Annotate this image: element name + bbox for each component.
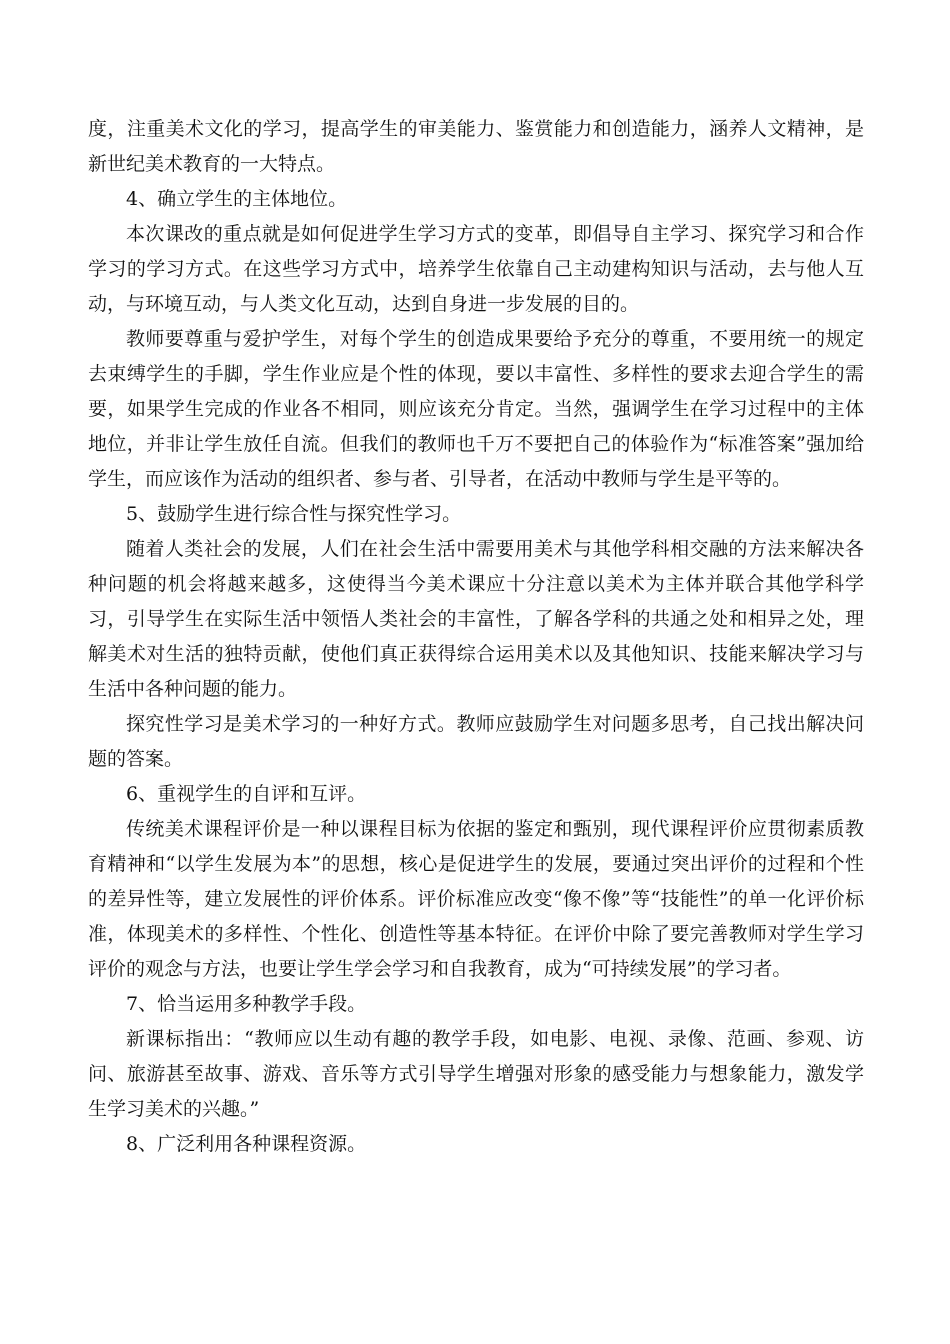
section-heading-6: 6、重视学生的自评和互评。: [126, 783, 367, 805]
document-body: [88, 112, 864, 1162]
section-heading-4: 4、确立学生的主体地位。: [126, 188, 348, 210]
section-heading-5: 5、鼓励学生进行综合性与探究性学习。: [126, 503, 462, 525]
paragraph: 探究性学习是美术学习的一种好方式。教师应鼓励学生对问题多思考，自己找出解决问题的答案。: [88, 713, 864, 770]
section-heading-8: 8、广泛利用各种课程资源。: [126, 1133, 367, 1155]
paragraph: 新课标指出：“教师应以生动有趣的教学手段，如电影、电视、录像、范画、参观、访问、旅游甚至故事、游戏、音乐等方式引导学生增强对形象的感受能力与想象能力，激发学生学习美术的兴趣。”: [88, 1028, 864, 1120]
paragraph: 随着人类社会的发展，人们在社会生活中需要用美术与其他学科相交融的方法来解决各种问题的机会将越来越多，这使得当今美术课应十分注意以美术为主体并联合其他学科学习，引导学生在实际生活中领悟人类社会的丰富性，了解各学科的共通之处和相异之处，理解美术对生活的独特贡献，使他们真正获得综合运用美术以及其他知识、技能来解决学习与生活中各种问题的能力。: [88, 538, 864, 700]
paragraph: 传统美术课程评价是一种以课程目标为依据的鉴定和甄别，现代课程评价应贯彻素质教育精神和“以学生发展为本”的思想，核心是促进学生的发展，要通过突出评价的过程和个性的差异性等，建立发展性的评价体系。评价标准应改变“像不像”等“技能性”的单一化评价标准，体现美术的多样性、个性化、创造性等基本特征。在评价中除了要完善教师对学生学习评价的观念与方法，也要让学生学会学习和自我教育，成为“可持续发展”的学习者。: [88, 818, 864, 980]
section-heading-7: 7、恰当运用多种教学手段。: [126, 993, 367, 1015]
paragraph: 本次课改的重点就是如何促进学生学习方式的变革，即倡导自主学习、探究学习和合作学习的学习方式。在这些学习方式中，培养学生依靠自己主动建构知识与活动，去与他人互动，与环境互动，与人类文化互动，达到自身进一步发展的目的。: [88, 223, 864, 315]
paragraph: 教师要尊重与爱护学生，对每个学生的创造成果要给予充分的尊重，不要用统一的规定去束缚学生的手脚，学生作业应是个性的体现，要以丰富性、多样性的要求去迎合学生的需要，如果学生完成的作业各不相同，则应该充分肯定。当然，强调学生在学习过程中的主体地位，并非让学生放任自流。但我们的教师也千万不要把自己的体验作为“标准答案”强加给学生，而应该作为活动的组织者、参与者、引导者，在活动中教师与学生是平等的。: [88, 328, 864, 490]
paragraph-continuation: 度，注重美术文化的学习，提高学生的审美能力、鉴赏能力和创造能力，涵养人文精神，是新世纪美术教育的一大特点。: [88, 118, 864, 175]
